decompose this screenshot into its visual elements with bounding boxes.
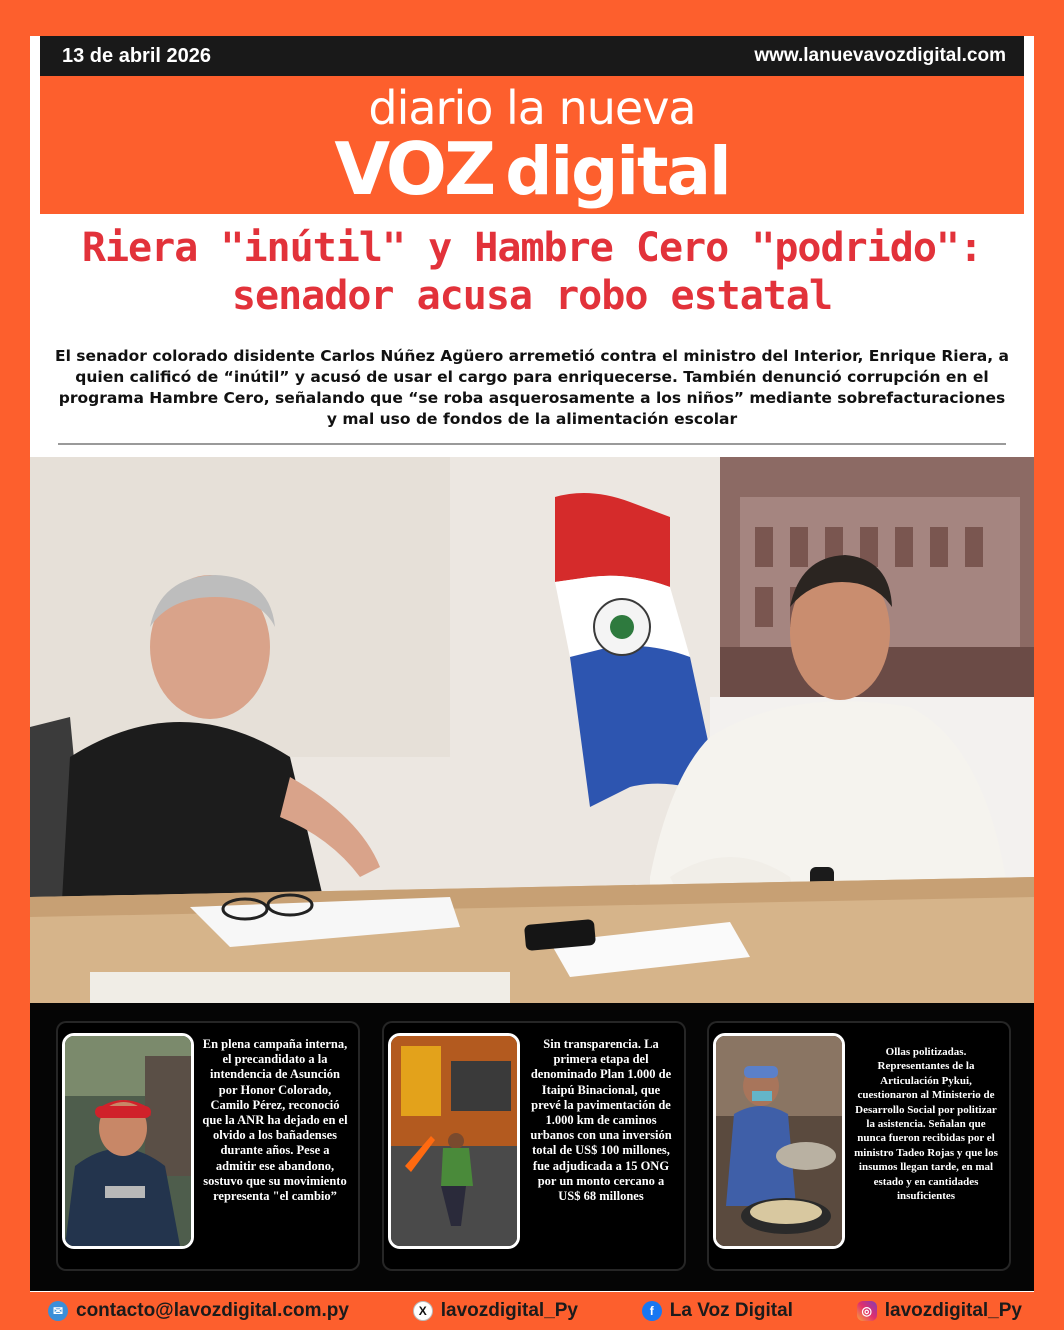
- x-icon: X: [413, 1301, 433, 1321]
- mail-icon: ✉: [48, 1301, 68, 1321]
- logo-line1: diario la nueva: [368, 80, 696, 135]
- logo-digital: digital: [505, 132, 730, 210]
- divider: [58, 443, 1006, 445]
- footer-x-text: lavozdigital_Py: [440, 1300, 579, 1321]
- news-card[interactable]: [384, 1023, 684, 1269]
- news-card[interactable]: [58, 1023, 358, 1269]
- news-card-thumbnail: [713, 1033, 845, 1249]
- logo-voz: VOZ: [334, 126, 494, 211]
- headline-line1: Riera "inútil" y Hambre Cero "podrido":: [81, 225, 983, 271]
- news-card-thumbnail: [62, 1033, 194, 1249]
- main-photo: [30, 457, 1034, 1003]
- news-card-thumbnail: [388, 1033, 520, 1249]
- footer-email[interactable]: [48, 1300, 349, 1322]
- masthead-logo: [40, 76, 1024, 214]
- footer-instagram[interactable]: [857, 1300, 1022, 1322]
- news-card-text: Ollas politizadas. Representantes de la Articulación Pykui, cuestionaron al Ministerio de Desarrollo Social por politizar la asistencia. Señalan que nunca fueron recibidas por el ministro Tadeo Rojas y que los insumos llegan tarde, en mal estado y en cantidades insuficientes: [854, 1046, 998, 1203]
- instagram-icon: ◎: [857, 1301, 877, 1321]
- footer-x[interactable]: [413, 1300, 578, 1322]
- top-bar: [40, 36, 1024, 76]
- footer-facebook[interactable]: [642, 1300, 793, 1322]
- article-lede: El senador colorado disidente Carlos Núñez Agüero arremetió contra el ministro del Interior, Enrique Riera, a quien calificó de “inútil” y acusó de usar el cargo para enriquecerse. También denunció corrupción en el programa Hambre Cero, señalando que “se roba asquerosamente a los niños” mediante sobrefacturaciones y mal uso de fondos de la alimentación escolar: [55, 347, 1009, 428]
- website-link[interactable]: www.lanuevavozdigital.com: [754, 45, 1006, 66]
- footer-instagram-text: lavozdigital_Py: [884, 1300, 1022, 1321]
- article-headline: [40, 224, 1024, 320]
- headline-line2: senador acusa robo estatal: [231, 273, 833, 319]
- issue-date: 13 de abril 2026: [62, 44, 211, 67]
- news-briefs-section: [30, 1003, 1034, 1291]
- news-card-text: En plena campaña interna, el precandidato a la intendencia de Asunción por Honor Colorado, Camilo Pérez, reconoció que la ANR ha dejado en el olvido a los bañadenses durante años. Pese a admitir ese abandono, sostuvo que su movimiento representa "el cambio”: [202, 1037, 348, 1204]
- footer-email-text: contacto@lavozdigital.com.py: [76, 1300, 349, 1321]
- facebook-icon: f: [642, 1301, 662, 1321]
- logo-line2: [334, 126, 730, 211]
- news-card-text: Sin transparencia. La primera etapa del denominado Plan 1.000 de Itaipú Binacional, que prevé la pavimentación de 1.000 km de caminos urbanos con una inversión total de US$ 100 millones, fue adjudicada a 15 ONG por un monto cercano a US$ 68 millones: [530, 1037, 672, 1204]
- news-card[interactable]: [709, 1023, 1009, 1269]
- contact-footer: [30, 1292, 1034, 1330]
- footer-facebook-text: La Voz Digital: [669, 1300, 793, 1321]
